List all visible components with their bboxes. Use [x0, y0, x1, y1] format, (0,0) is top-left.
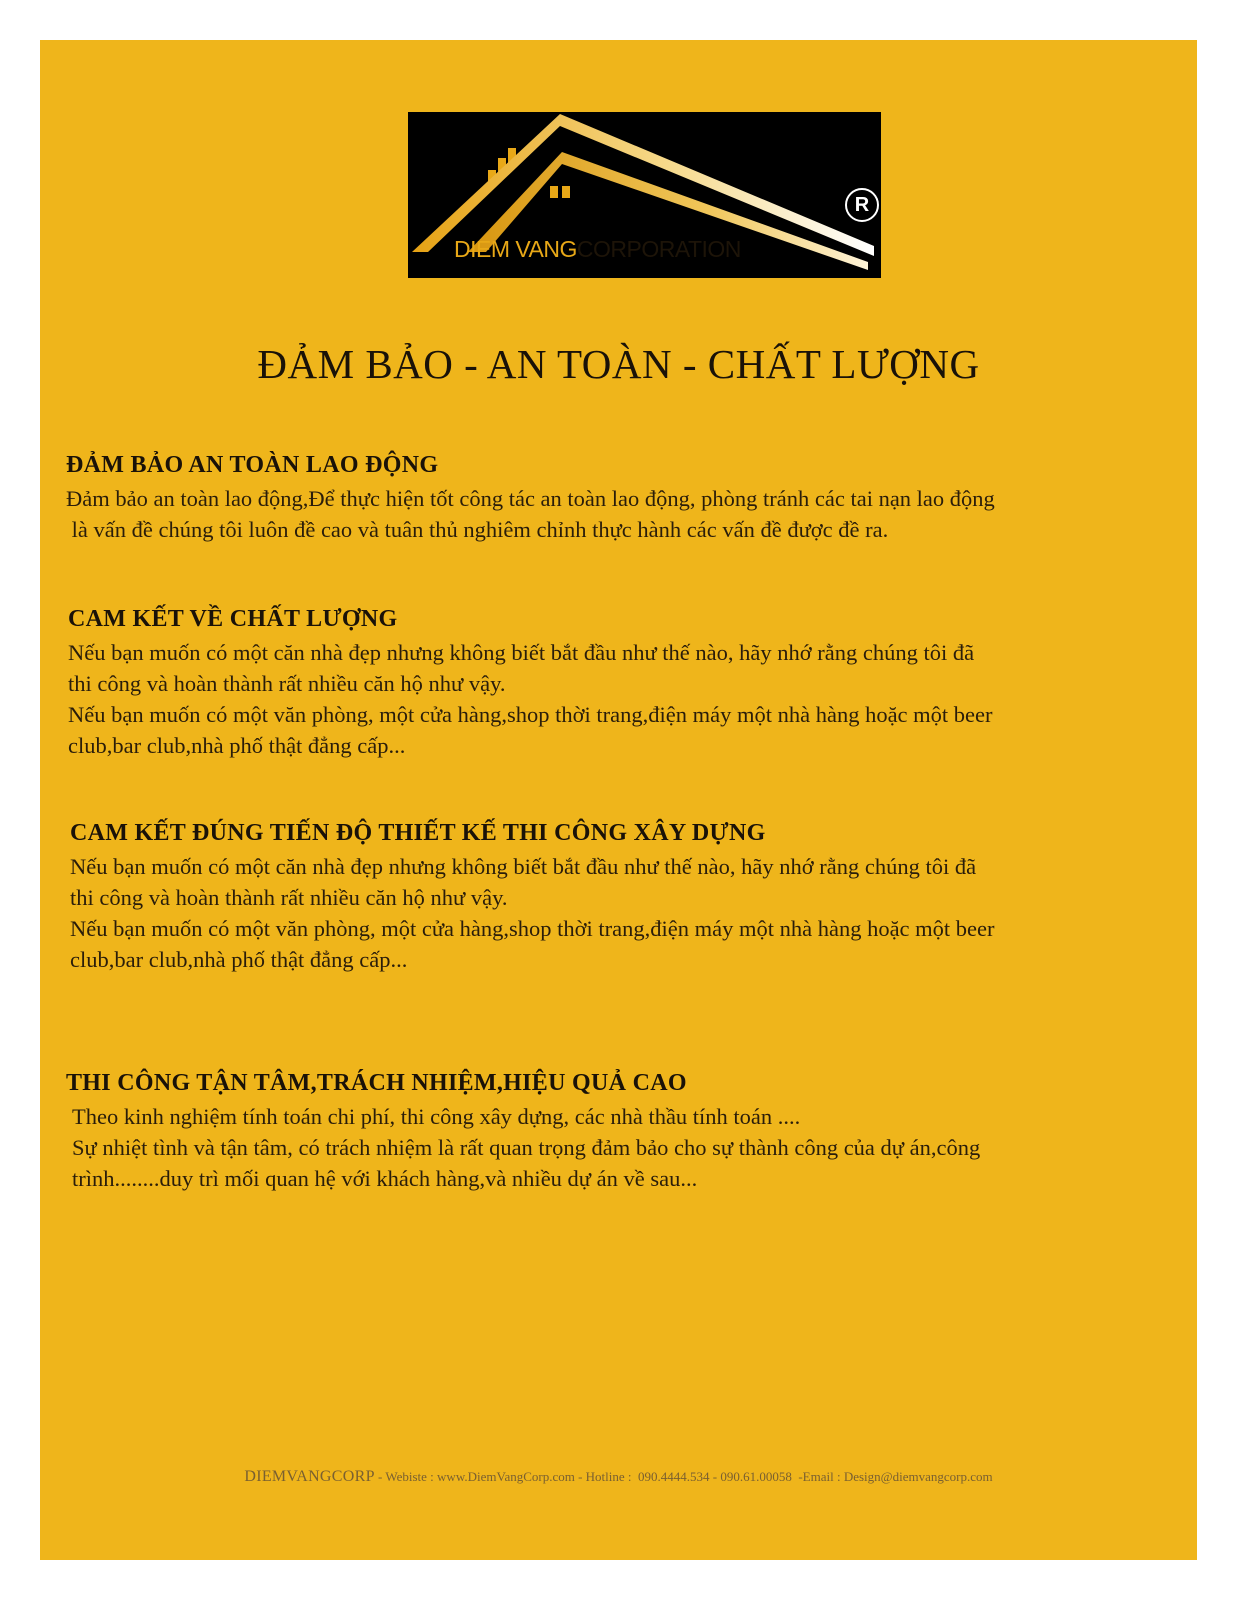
- section-line: Nếu bạn muốn có một căn nhà đẹp nhưng không biết bắt đầu như thế nào, hãy nhớ rằng chúng tôi đã: [70, 854, 977, 879]
- section-line: trình........duy trì mối quan hệ với khách hàng,và nhiều dự án về sau...: [72, 1166, 698, 1191]
- logo-wordmark: [454, 236, 741, 263]
- section-line: club,bar club,nhà phố thật đẳng cấp...: [70, 947, 408, 972]
- section-line: club,bar club,nhà phố thật đẳng cấp...: [68, 733, 406, 758]
- section-line: Nếu bạn muốn có một căn nhà đẹp nhưng không biết bắt đầu như thế nào, hãy nhớ rằng chúng tôi đã: [68, 640, 975, 665]
- logo-name-primary: DIEM VANG: [454, 236, 577, 262]
- section-line: thi công và hoàn thành rất nhiều căn hộ như vậy.: [70, 885, 508, 910]
- section-line: thi công và hoàn thành rất nhiều căn hộ như vậy.: [68, 671, 506, 696]
- section-line: Sự nhiệt tình và tận tâm, có trách nhiệm là rất quan trọng đảm bảo cho sự thành công của dự án,công: [72, 1135, 981, 1160]
- document-page: [40, 40, 1197, 1560]
- section-heading: THI CÔNG TẬN TÂM,TRÁCH NHIỆM,HIỆU QUẢ CAO: [66, 1070, 687, 1096]
- registered-mark: R: [845, 188, 879, 222]
- section-dedication: [66, 1070, 1156, 1194]
- section-line: Nếu bạn muốn có một văn phòng, một cửa hàng,shop thời trang,điện máy một nhà hàng hoặc một beer: [68, 702, 993, 727]
- company-logo: [408, 112, 881, 278]
- section-line: Theo kinh nghiệm tính toán chi phí, thi công xây dựng, các nhà thầu tính toán ....: [72, 1104, 801, 1129]
- section-heading: CAM KẾT ĐÚNG TIẾN ĐỘ THIẾT KẾ THI CÔNG XÂY DỰNG: [70, 820, 766, 846]
- logo-name-secondary: CORPORATION: [576, 236, 741, 262]
- page-footer: [40, 1468, 1197, 1486]
- section-line: là vấn đề chúng tôi luôn đề cao và tuân thủ nghiêm chỉnh thực hành các vấn đề được đề ra.: [66, 517, 889, 542]
- section-heading: CAM KẾT VỀ CHẤT LƯỢNG: [68, 606, 398, 632]
- page-title: ĐẢM BẢO - AN TOÀN - CHẤT LƯỢNG: [257, 341, 980, 387]
- section-quality: [68, 606, 1158, 761]
- footer-contact: - Webiste : www.DiemVangCorp.com - Hotline : 090.4444.534 - 090.61.00058 -Email : Design@diemvangcorp.com: [374, 1469, 993, 1484]
- section-line: Đảm bảo an toàn lao động,Để thực hiện tốt công tác an toàn lao động, phòng tránh các tai nạn lao động: [66, 486, 995, 511]
- section-schedule: [70, 820, 1160, 975]
- footer-brand: DIEMVANGCORP: [244, 1468, 375, 1485]
- section-line: Nếu bạn muốn có một văn phòng, một cửa hàng,shop thời trang,điện máy một nhà hàng hoặc một beer: [70, 916, 995, 941]
- section-heading: ĐẢM BẢO AN TOÀN LAO ĐỘNG: [66, 452, 439, 478]
- section-safety: [66, 452, 1156, 545]
